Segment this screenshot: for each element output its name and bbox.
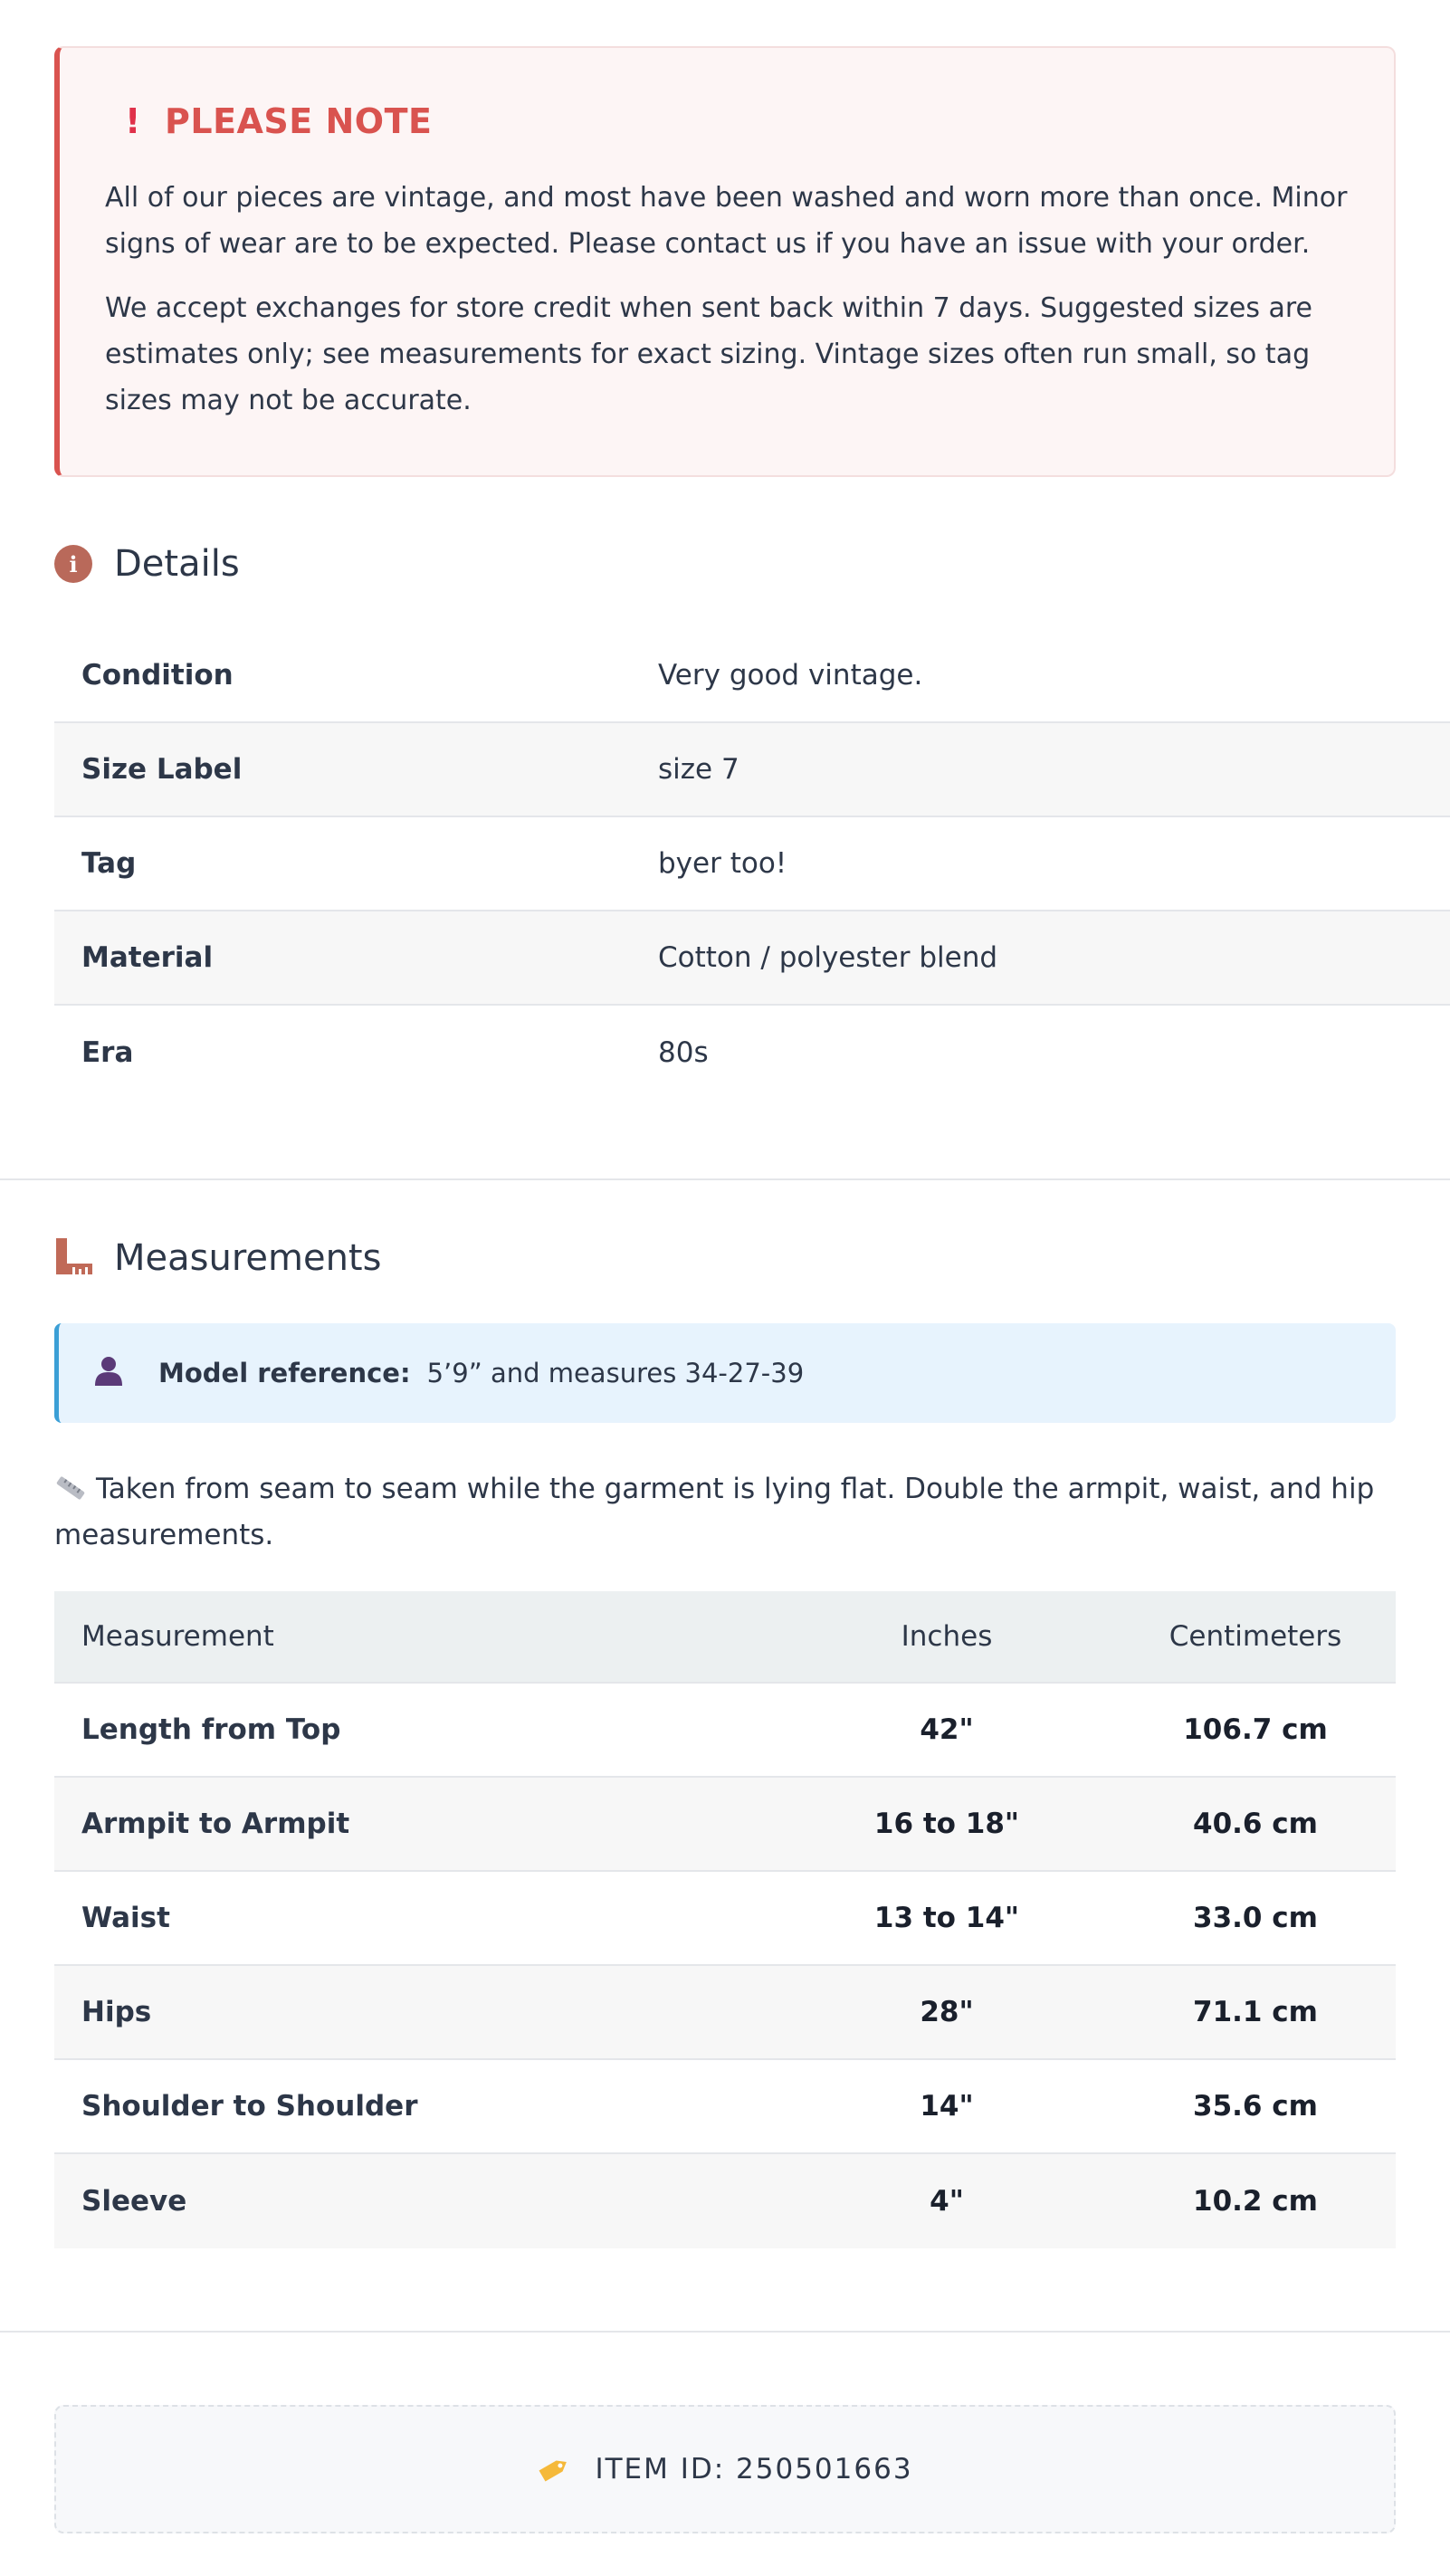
measurement-inches: 13 to 14" (873, 1902, 1020, 1934)
notice-paragraph-2: We accept exchanges for store credit when sent back within 7 days. Suggested sizes are estimates only; see measurements for exact sizing. Vintage sizes often run small, so tag sizes may not be accurate. (105, 292, 1313, 416)
measurement-cm: 10.2 cm (1193, 2185, 1318, 2218)
measurement-cm: 106.7 cm (1183, 1713, 1328, 1746)
section-divider (0, 2331, 1450, 2333)
table-row (54, 1778, 1396, 1872)
detail-label: Era (81, 1036, 134, 1069)
item-id-text: ITEM ID: 250501663 (595, 2453, 913, 2485)
table-row (54, 817, 1450, 911)
table-row (54, 629, 1450, 723)
table-row (54, 911, 1450, 1006)
table-row (54, 2154, 1396, 2248)
measurement-cm: 33.0 cm (1193, 1902, 1318, 1934)
ruler-pencil-icon (54, 1474, 87, 1502)
measurement-name: Armpit to Armpit (81, 1808, 350, 1840)
table-row (54, 723, 1450, 817)
measurement-name: Hips (81, 1996, 152, 2028)
measurements-title: Measurements (114, 1237, 382, 1279)
notice-box (54, 46, 1396, 477)
exclamation-icon: ! (125, 101, 141, 141)
measurement-cm: 40.6 cm (1193, 1808, 1318, 1840)
measurement-note (54, 1466, 1396, 1559)
column-header: Inches (901, 1620, 993, 1653)
details-title: Details (114, 543, 240, 585)
measurement-inches: 16 to 18" (873, 1808, 1020, 1840)
measurement-inches: 28" (920, 1996, 974, 2028)
info-icon: i (54, 545, 92, 583)
table-row (54, 1966, 1396, 2060)
measurement-cm: 71.1 cm (1193, 1996, 1318, 2028)
notice-title: PLEASE NOTE (165, 101, 433, 141)
detail-label: Material (81, 941, 214, 974)
table-row (54, 1006, 1450, 1100)
measurement-name: Waist (81, 1902, 170, 1934)
model-reference-box (54, 1323, 1396, 1423)
detail-value: Cotton / polyester blend (658, 941, 998, 974)
detail-value: byer too! (658, 847, 787, 880)
details-heading (54, 540, 1396, 587)
details-table (54, 629, 1450, 1100)
detail-value: Very good vintage. (658, 659, 923, 692)
measurement-name: Shoulder to Shoulder (81, 2090, 418, 2123)
detail-label: Size Label (81, 753, 243, 786)
measurement-inches: 4" (930, 2185, 964, 2218)
table-row (54, 2060, 1396, 2154)
measurement-cm: 35.6 cm (1193, 2090, 1318, 2123)
item-id-box (54, 2405, 1396, 2533)
model-reference-value: 5’9” and measures 34-27-39 (426, 1358, 805, 1388)
measurements-table (54, 1591, 1396, 2248)
measurement-inches: 42" (920, 1713, 974, 1746)
column-header: Measurement (81, 1620, 274, 1653)
detail-label: Condition (81, 659, 234, 692)
table-header-row (54, 1591, 1396, 1684)
measurement-note-text: Taken from seam to seam while the garment is lying flat. Double the armpit, waist, and hip measurements. (54, 1473, 1375, 1551)
measurement-inches: 14" (920, 2090, 974, 2123)
detail-value: 80s (658, 1036, 709, 1069)
price-tag-icon (537, 2456, 571, 2483)
table-row (54, 1684, 1396, 1778)
column-header: Centimeters (1169, 1620, 1342, 1653)
person-icon (93, 1355, 124, 1386)
model-reference-label: Model reference: (158, 1358, 411, 1388)
measurements-heading (54, 1235, 1396, 1282)
detail-label: Tag (81, 847, 137, 880)
table-row (54, 1872, 1396, 1966)
measurement-name: Sleeve (81, 2185, 187, 2218)
measurement-name: Length from Top (81, 1713, 341, 1746)
notice-paragraph-1: All of our pieces are vintage, and most have been washed and worn more than once. Minor signs of wear are to be expected. Please contact us if you have an issue with your order. (105, 182, 1348, 260)
section-divider (0, 1178, 1450, 1180)
detail-value: size 7 (658, 753, 739, 786)
notice-header (105, 99, 1349, 144)
ruler-icon (54, 1236, 94, 1276)
